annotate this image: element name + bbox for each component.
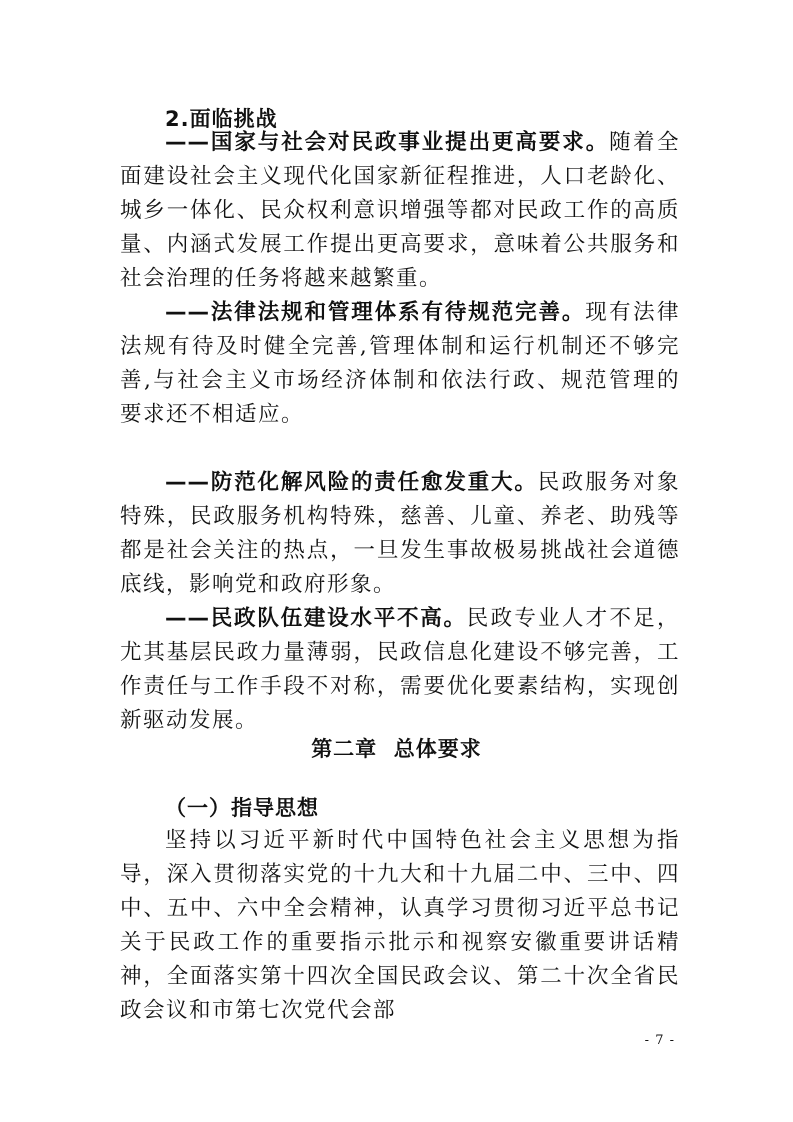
paragraph-1-body: 随着全面建设社会主义现代化国家新征程推进，人口老龄化、城乡一体化、民众权利意识增强等都对民政工作的高质量、内涵式发展工作提出更高要求，意味着公共服务和社会治理的任务将越来越繁重。 xyxy=(120,130,680,291)
paragraph-2-lead: ——法律法规和管理体系有待规范完善。 xyxy=(165,300,586,325)
paragraph-1 xyxy=(120,126,680,296)
paragraph-4-lead: ——民政队伍建设水平不高。 xyxy=(165,606,467,631)
paragraph-3 xyxy=(120,466,680,602)
paragraph-2 xyxy=(120,296,680,432)
paragraph-1-lead: ——国家与社会对民政事业提出更高要求。 xyxy=(165,130,610,155)
paragraph-3-lead: ——防范化解风险的责任愈发重大。 xyxy=(165,470,538,495)
paragraph-2-body: 现有法律法规有待及时健全完善,管理体制和运行机制还不够完善,与社会主义市场经济体制和依法行政、规范管理的要求还不相适应。 xyxy=(120,300,680,427)
page-number: - 7 - xyxy=(644,1033,675,1048)
paragraph-3-body: 民政服务对象特殊，民政服务机构特殊，慈善、儿童、养老、助残等都是社会关注的热点，一旦发生事故极易挑战社会道德底线，影响党和政府形象。 xyxy=(120,470,680,597)
subsection-body: 坚持以习近平新时代中国特色社会主义思想为指导，深入贯彻落实党的十九大和十九届二中、三中、四中、五中、六中全会精神，认真学习贯彻习近平总书记关于民政工作的重要指示批示和视察安徽重要讲话精神，全面落实第十四次全国民政会议、第二十次全省民政会议和市第七次党代会部 xyxy=(120,828,680,1023)
subsection-heading: （一）指导思想 xyxy=(165,796,319,820)
chapter-title: 第二章 总体要求 xyxy=(311,737,482,761)
paragraph-4-body: 民政专业人才不足，尤其基层民政力量薄弱，民政信息化建设不够完善，工作责任与工作手段不对称，需要优化要素结构，实现创新驱动发展。 xyxy=(120,606,680,733)
section-heading: 2.面临挑战 xyxy=(165,107,278,131)
paragraph-4 xyxy=(120,602,680,738)
